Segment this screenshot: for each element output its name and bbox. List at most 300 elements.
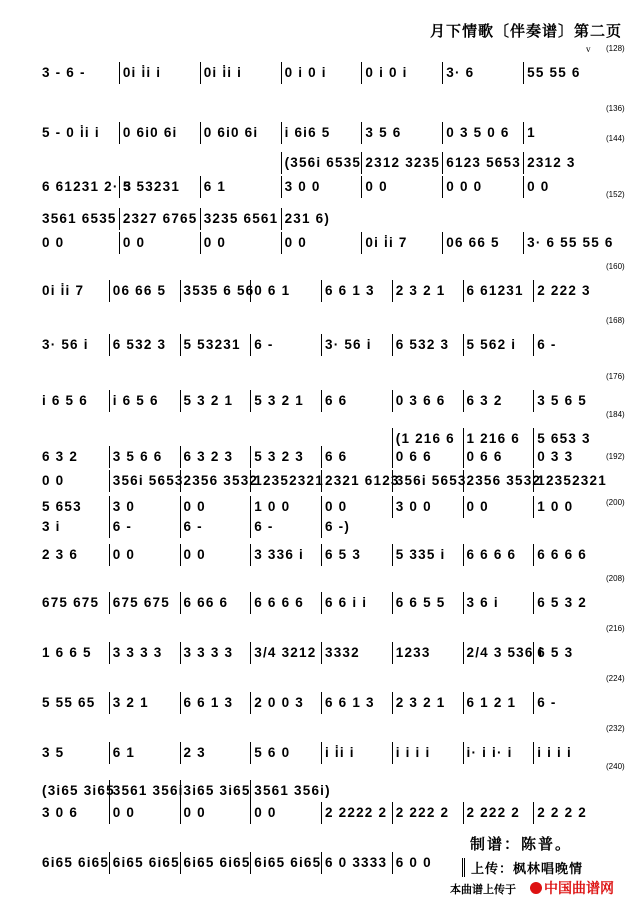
measure-cell: 3 0 [112,499,136,514]
measure-cell: 3 5 [42,745,65,760]
bar-line [321,516,322,538]
score-row [38,152,606,174]
measure-cell: 3561 356i) [254,783,331,798]
score-row [38,470,606,492]
measure-cell: 0 0 [527,179,550,194]
bar-line [180,802,181,824]
bar-line [392,852,393,874]
bar-line [180,496,181,518]
measure-cell: 2 3 6 [42,547,79,562]
measure-number: (128) [606,44,625,53]
measure-cell: 0 0 [284,235,307,250]
arranger-credit: 制谱：陈普。 [470,837,573,853]
score-row [38,208,606,230]
bar-line [250,390,251,412]
bar-line [180,642,181,664]
measure-number: (160) [606,262,625,271]
bar-line [180,280,181,302]
bar-line [463,544,464,566]
measure-cell: 6 5 3 2 [537,595,587,610]
measure-cell: 0 0 [112,805,136,820]
score-row [38,742,606,764]
measure-number: (144) [606,134,625,143]
measure-cell: 5 3 2 1 [183,393,234,408]
bar-line [392,692,393,714]
bar-line [180,544,181,566]
measure-cell: 2 3 2 1 [395,695,446,710]
measure-cell: 5 6 0 [254,745,291,760]
bar-line [180,742,181,764]
measure-cell: 1 0 0 [537,499,574,514]
measure-cell: 3535 6 56 [183,283,255,298]
bar-line [463,592,464,614]
measure-cell: 6 6 [325,449,348,464]
measure-number: (240) [606,762,625,771]
measure-cell: 0 0 0 [446,179,483,194]
measure-cell: 6 5 3 [325,547,362,562]
bar-line [392,742,393,764]
measure-cell: 6 - [537,337,557,352]
score-row [38,390,606,412]
measure-number: (168) [606,316,625,325]
measure-cell: 6 6 1 3 [183,695,234,710]
measure-cell: (1 216 6 [395,431,455,446]
bar-line [200,208,201,230]
bar-line [463,742,464,764]
measure-cell: 6 - [254,519,274,534]
bar-line [109,742,110,764]
bar-line [321,390,322,412]
measure-cell: 0 0 [183,805,206,820]
measure-number: (136) [606,104,625,113]
measure-cell: 3 i [42,519,61,534]
score-row [38,62,606,84]
bar-line [533,692,534,714]
measure-cell: 2 3 2 1 [395,283,446,298]
measure-cell: 3561 6535 [42,211,117,226]
measure-cell: 6 6 i i [325,595,368,610]
bar-line [463,334,464,356]
measure-cell: 3332 [325,645,360,660]
measure-cell: 3 0 0 [284,179,321,194]
bar-line [321,334,322,356]
measure-cell: i i i i [537,745,572,760]
bar-line [250,802,251,824]
measure-cell: 6 -) [325,519,351,534]
bar-line [250,692,251,714]
bar-line [361,62,362,84]
bar-line [119,208,120,230]
bar-line [533,446,534,468]
measure-cell: 3· 56 i [325,337,372,352]
bar-line [109,390,110,412]
bar-line [392,642,393,664]
bar-line [180,516,181,538]
bar-line [442,62,443,84]
bar-line [180,446,181,468]
measure-cell: 2 222 2 [395,805,450,820]
measure-cell: 06 66 5 [446,235,500,250]
bar-line [533,742,534,764]
measure-cell: 0 0 [466,499,489,514]
bar-line [119,176,120,198]
measure-cell: 0 6i0 6i [122,125,178,140]
bar-line [250,496,251,518]
bar-line [109,496,110,518]
measure-cell: 2 2222 2 [325,805,388,820]
measure-cell: 2327 6765 [122,211,198,226]
score-row [38,496,606,518]
bar-line [523,62,524,84]
measure-cell: 5 562 i [466,337,517,352]
measure-cell: 12352321 [537,473,607,488]
score-row [38,802,606,824]
bar-line [109,544,110,566]
measure-cell: 55 55 6 [527,65,581,80]
measure-cell: i 6 5 6 [42,393,88,408]
uploader-credit: 上传：枫林唱晚情 [462,858,583,877]
measure-cell: 5 55 65 [42,695,96,710]
measure-cell: (3i65 3i65 [42,783,115,798]
measure-cell: 6 532 3 [395,337,450,352]
bar-line [463,390,464,412]
measure-cell: 356i 5653 [395,473,467,488]
measure-number: (216) [606,624,625,633]
measure-cell: 6 532 3 [112,337,167,352]
bar-line [180,592,181,614]
measure-cell: 0 0 [203,235,227,250]
measure-cell: 1233 [395,645,431,660]
measure-cell: 6 - [254,337,274,352]
bar-line [109,470,110,492]
bar-line [109,334,110,356]
measure-cell [200,152,281,174]
measure-cell: 0 i 0 i [365,65,408,80]
measure-cell: 6 66 6 [183,595,229,610]
bar-line [533,334,534,356]
measure-cell: i 6i6 5 [284,125,331,140]
bar-line [200,62,201,84]
measure-cell: 6 - [537,695,557,710]
measure-cell [463,516,534,538]
bar-line [109,280,110,302]
measure-cell: 6 1 [203,179,227,194]
measure-cell: 0 0 [42,473,65,488]
bar-line [180,852,181,874]
measure-cell: 6 6 1 3 [325,695,375,710]
bar-line [533,642,534,664]
measure-cell: 2356 3532 [183,473,259,488]
bar-line [533,802,534,824]
bar-line [250,742,251,764]
bar-line [392,390,393,412]
measure-cell: 5 653 3 [537,431,591,446]
bar-line [321,802,322,824]
measure-cell: 3 5 6 5 [537,393,587,408]
bar-line [180,470,181,492]
bar-line [442,152,443,174]
measure-cell: 231 6) [284,211,331,226]
bar-line [109,852,110,874]
bar-line [442,122,443,144]
measure-cell [321,780,392,802]
measure-cell [533,516,604,538]
measure-cell [442,208,523,230]
measure-cell: 0 3 3 [537,449,574,464]
measure-cell: 1 6 6 5 [42,645,92,660]
measure-cell: 12352321 [254,473,324,488]
measure-cell: 2 2 2 2 [537,805,587,820]
bar-line [119,62,120,84]
bar-line [109,692,110,714]
bar-line [392,280,393,302]
measure-cell: 6 5 3 [537,645,574,660]
measure-cell: 2312 3235 [365,155,441,170]
bar-line [109,802,110,824]
bar-line [250,544,251,566]
measure-cell: 5 335 i [395,547,446,562]
measure-cell: 5 - 0 i̇i i [42,125,100,140]
bar-line [180,780,181,802]
score-row [38,780,606,802]
measure-cell: 1 [527,125,536,140]
measure-cell: 6 - [112,519,133,534]
measure-cell: i i̇i i [325,745,355,760]
bar-line [250,852,251,874]
bar-line [463,496,464,518]
score-row [38,176,606,198]
score-row [38,122,606,144]
bar-line [321,470,322,492]
measure-cell [523,208,604,230]
score-row [38,592,606,614]
measure-cell: 2312 3 [527,155,576,170]
measure-cell: 6 6 6 6 [466,547,517,562]
measure-cell: 675 675 [112,595,170,610]
measure-cell: 6123 5653 [446,155,521,170]
bar-line [392,802,393,824]
bar-line [119,122,120,144]
measure-cell: 3 0 0 [395,499,432,514]
measure-number: (232) [606,724,625,733]
bar-line [392,470,393,492]
measure-cell: 0 0 [325,499,348,514]
measure-cell: 06 66 5 [112,283,167,298]
bar-line [533,592,534,614]
measure-cell: 1 216 6 [466,431,520,446]
bar-line [281,232,282,254]
measure-cell: 1 0 0 [254,499,291,514]
measure-cell: i i i i [395,745,431,760]
bar-line [250,334,251,356]
bar-line [523,232,524,254]
bar-line [321,496,322,518]
bar-line [109,592,110,614]
measure-cell: 6i65 6i65 [183,855,251,870]
measure-cell: 0i i̇i i [122,65,162,80]
bar-line [463,642,464,664]
score-row [38,642,606,664]
measure-cell: (356i 6535 [284,155,362,170]
bar-line [463,802,464,824]
bar-line [109,642,110,664]
measure-cell: 6 61231 [466,283,524,298]
measure-cell: 0 6 6 [466,449,503,464]
measure-cell: 5 653 [42,499,82,514]
measure-cell: 3 336 i [254,547,304,562]
bar-line [321,642,322,664]
measure-cell: 3235 6561 [203,211,279,226]
measure-cell: 3 2 1 [112,695,149,710]
bar-line [533,390,534,412]
logo-icon [530,882,542,894]
source-note: 本曲谱上传于 [450,884,516,896]
measure-cell: 0 3 6 6 [395,393,446,408]
measure-cell: 5 53231 [122,179,181,194]
measure-cell: 3· 56 i [42,337,89,352]
bar-line [442,232,443,254]
bar-line [361,152,362,174]
bar-line [109,780,110,802]
bar-line [250,592,251,614]
measure-number: (176) [606,372,625,381]
bar-line [119,232,120,254]
bar-line [180,692,181,714]
bar-line [533,470,534,492]
score-row [38,280,606,302]
bar-line [200,122,201,144]
measure-cell: 6 1 [112,745,136,760]
measure-cell: 675 675 [42,595,100,610]
measure-cell: 3· 6 [446,65,475,80]
measure-cell: 3 3 3 3 [183,645,234,660]
measure-cell: 6 3 2 [42,449,79,464]
score-row [38,334,606,356]
measure-cell: 3 - 6 - [42,65,86,80]
measure-cell [392,780,463,802]
bar-line [321,592,322,614]
measure-cell: 2 222 3 [537,283,591,298]
bar-line [463,692,464,714]
measure-cell: 5 3 2 3 [254,449,304,464]
breath-mark: v [586,44,591,54]
bar-line [523,122,524,144]
measure-cell [361,208,442,230]
score-row [38,692,606,714]
bar-line [281,176,282,198]
measure-cell [463,780,534,802]
measure-cell: 0 0 [183,499,206,514]
bar-line [250,280,251,302]
measure-cell: 0 3 5 0 6 [446,125,510,140]
bar-line [180,334,181,356]
measure-cell: 0 0 [254,805,277,820]
measure-number: (184) [606,410,625,419]
measure-cell: 0 6i0 6i [203,125,259,140]
measure-cell: 6 3 2 [466,393,503,408]
bar-line [250,642,251,664]
bar-line [250,516,251,538]
measure-cell [38,152,119,174]
measure-cell: i· i i· i [466,745,513,760]
measure-cell: 5 53231 [183,337,241,352]
measure-cell: 6i65 6i65 [112,855,180,870]
measure-cell: 5 3 2 1 [254,393,304,408]
bar-line [281,208,282,230]
bar-line [200,176,201,198]
bar-line [281,122,282,144]
measure-cell: 2/4 3 536 i [466,645,544,660]
measure-cell: 0 i 0 i [284,65,327,80]
site-logo[interactable]: 中国曲谱网 [530,878,614,898]
measure-cell: 0 6 1 [254,283,291,298]
measure-cell: i 6 5 6 [112,393,159,408]
measure-cell: 0i i̇i 7 [365,235,408,250]
bar-line [361,232,362,254]
score-row [38,516,606,538]
bar-line [109,516,110,538]
bar-line [533,544,534,566]
measure-cell: 3i65 3i65 [183,783,251,798]
measure-cell: 0 0 [183,547,206,562]
measure-cell: 0 6 6 [395,449,432,464]
measure-number: (224) [606,674,625,683]
bar-line [392,334,393,356]
measure-cell: 6 - [183,519,203,534]
bar-line [281,152,282,174]
bar-line [200,232,201,254]
score-row [38,446,606,468]
bar-line [463,470,464,492]
bar-line [180,390,181,412]
measure-cell: 6 6 1 3 [325,283,375,298]
measure-cell: 6 6 6 6 [537,547,587,562]
page-title: 月下情歌〔伴奏谱〕第二页 [429,24,622,40]
measure-cell: 6 1 2 1 [466,695,517,710]
score-row [38,544,606,566]
bar-line [321,742,322,764]
measure-cell: 6i65 6i65 [254,855,322,870]
measure-cell: 6 3 2 3 [183,449,234,464]
bar-line [321,544,322,566]
measure-cell: 0i i̇i 7 [42,283,85,298]
measure-number: (200) [606,498,625,507]
bar-line [250,470,251,492]
measure-cell: 6 6 [325,393,348,408]
bar-line [463,280,464,302]
measure-cell: 0i i̇i i [203,65,243,80]
bar-line [533,280,534,302]
measure-cell: 2321 6123 [325,473,400,488]
bar-line [392,592,393,614]
measure-cell: 3· 6 55 55 6 [527,235,614,250]
measure-cell: 3 3 3 3 [112,645,163,660]
measure-cell: 6 6 5 5 [395,595,446,610]
bar-line [463,446,464,468]
measure-number: (208) [606,574,625,583]
measure-cell: 3 5 6 [365,125,402,140]
bar-line [442,176,443,198]
bar-line [392,496,393,518]
measure-cell: 0 0 [365,179,388,194]
bar-line [321,692,322,714]
bar-line [392,544,393,566]
measure-cell: 0 0 [112,547,136,562]
measure-cell: 3/4 3212 [254,645,317,660]
measure-cell: 6 0 3333 [325,855,388,870]
bar-line [321,280,322,302]
bar-line [533,496,534,518]
